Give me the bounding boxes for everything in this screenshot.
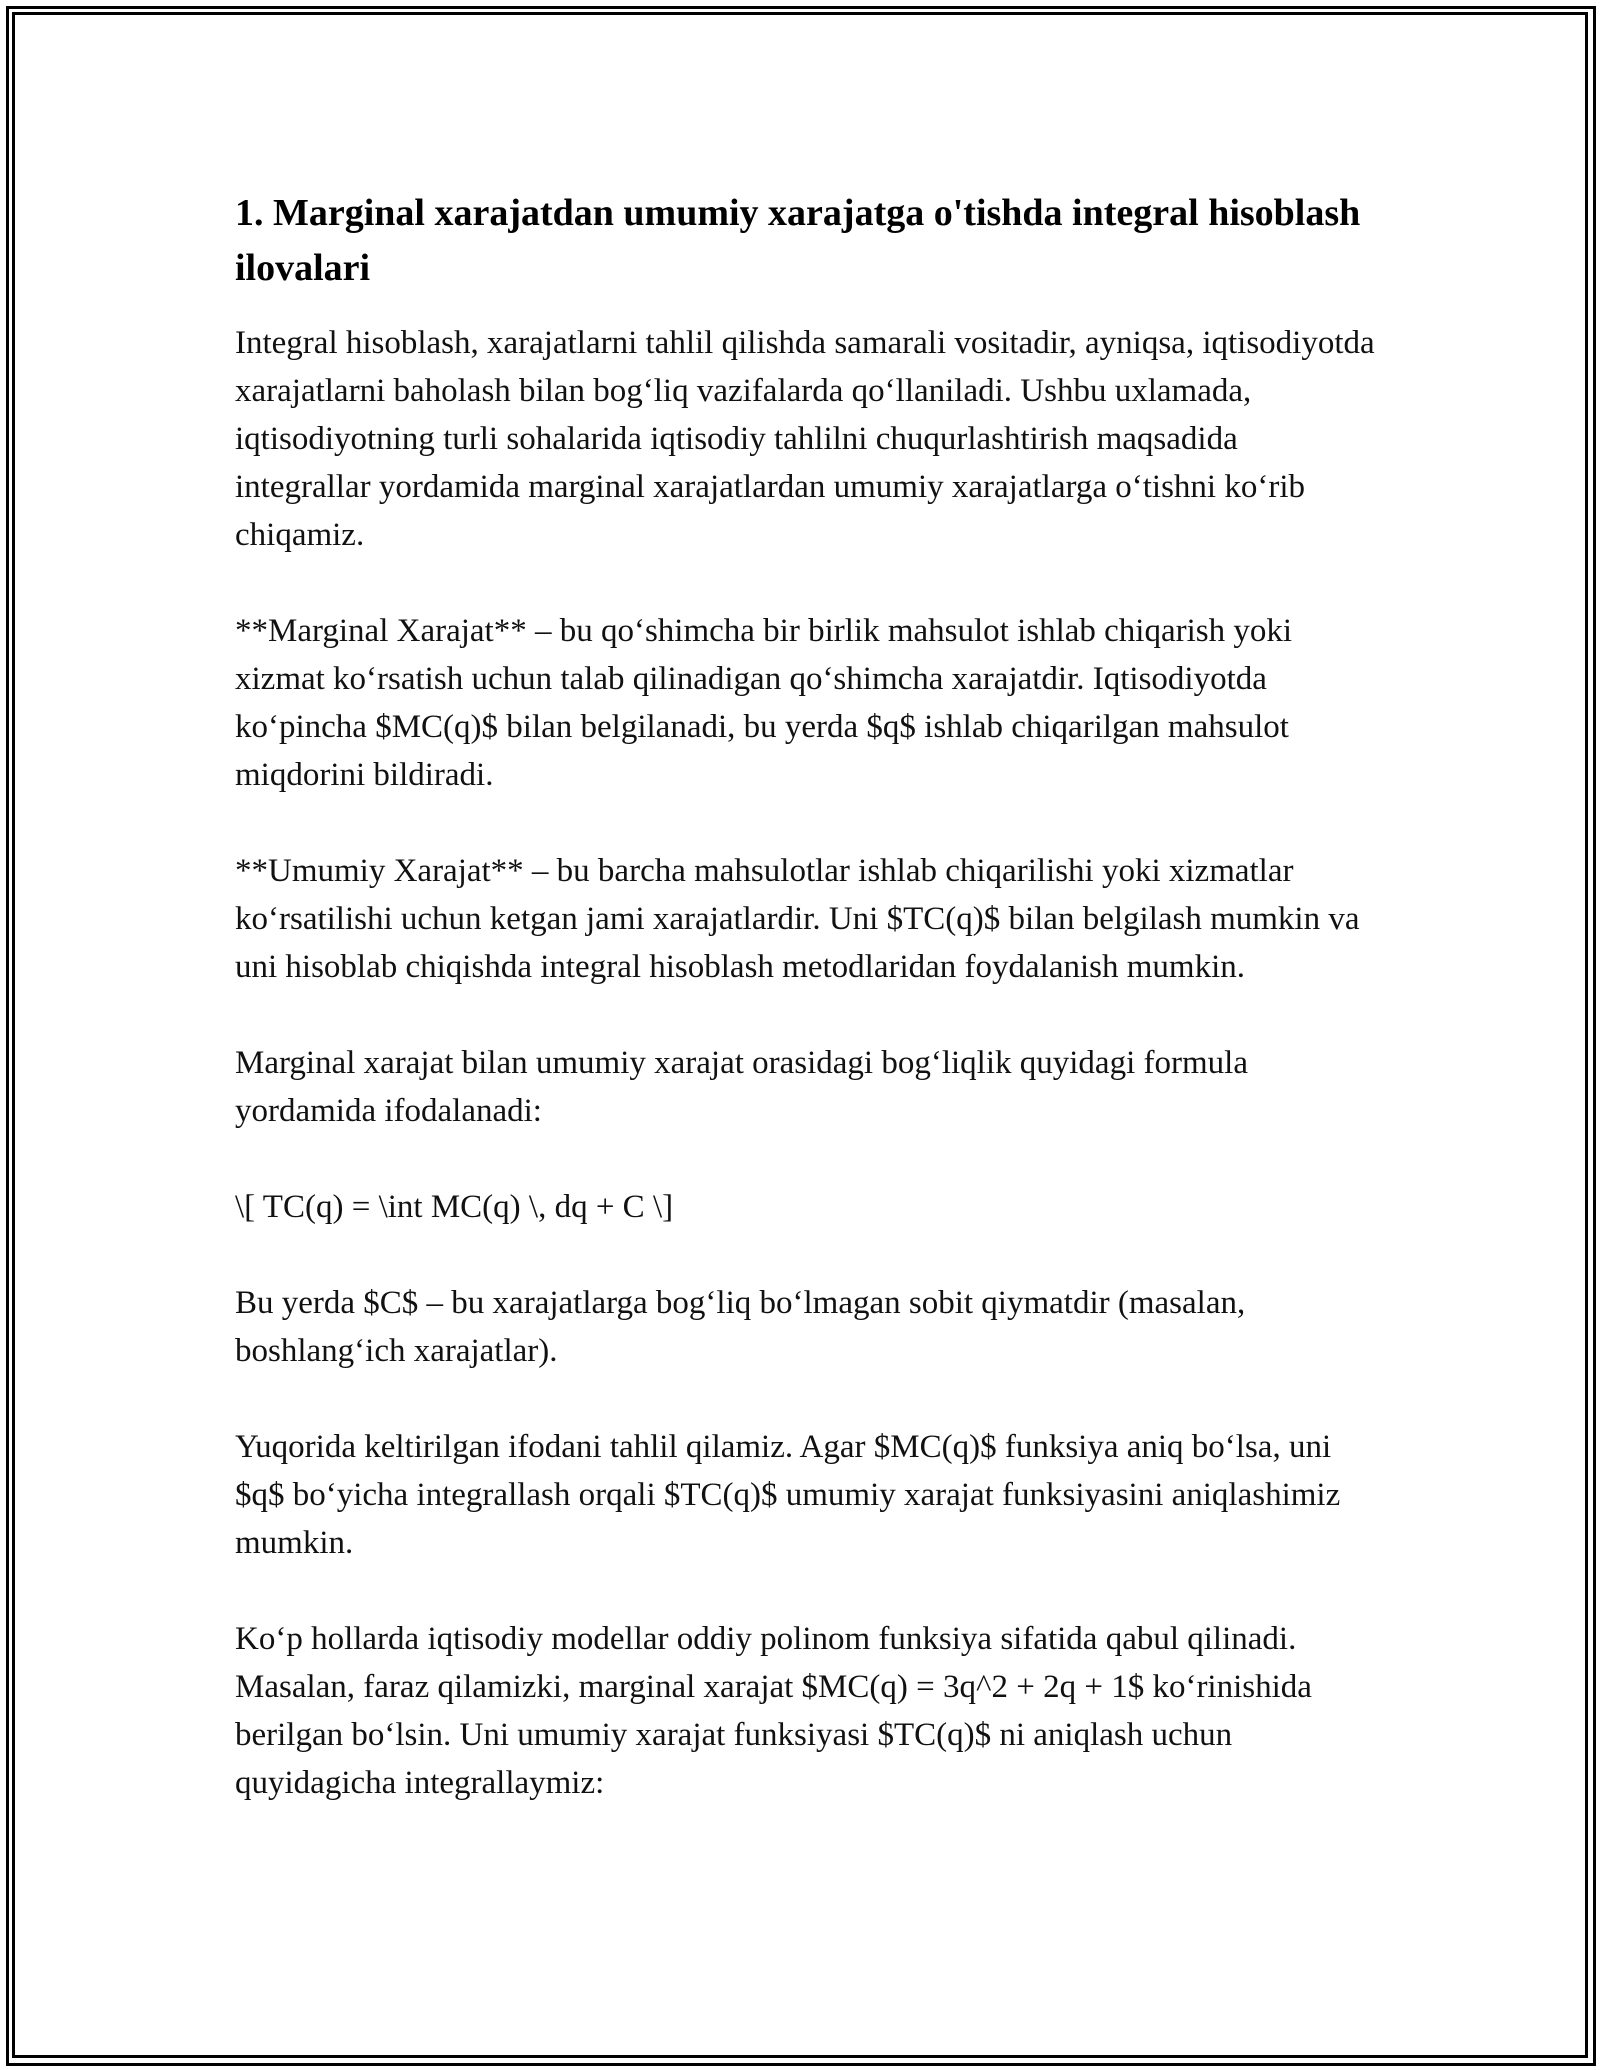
document-body bbox=[235, 186, 1375, 1855]
paragraph-constant: Bu yerda $C$ – bu xarajatlarga bog‘liq bo‘lmagan sobit qiymatdir (masalan, boshlang‘ich xarajatlar). bbox=[235, 1285, 1246, 1369]
paragraph-analysis: Yuqorida keltirilgan ifodani tahlil qilamiz. Agar $MC(q)$ funksiya aniq bo‘lsa, uni $q$ bo‘yicha integrallash orqali $TC(q)$ umumiy xarajat funksiyasini aniqlashimiz mumkin. bbox=[235, 1429, 1341, 1561]
section-heading: 1. Marginal xarajatdan umumiy xarajatga o'tishda integral hisoblash ilovalari bbox=[235, 192, 1361, 289]
paragraph-example: Ko‘p hollarda iqtisodiy modellar oddiy polinom funksiya sifatida qabul qilinadi. Masalan, faraz qilamizki, marginal xarajat $MC(q) = 3q^2 + 2q + 1$ ko‘rinishida berilgan bo‘lsin. Uni umumiy xarajat funksiyasi $TC(q)$ ni aniqlash uchun quyidagicha integrallaymiz: bbox=[235, 1621, 1312, 1801]
paragraph-marginal-cost: **Marginal Xarajat** – bu qo‘shimcha bir birlik mahsulot ishlab chiqarish yoki xizmat ko‘rsatish uchun talab qilinadigan qo‘shimcha xarajatdir. Iqtisodiyotda ko‘pincha $MC(q)$ bilan belgilanadi, bu yerda $q$ ishlab chiqarilgan mahsulot miqdorini bildiradi. bbox=[235, 613, 1293, 793]
formula-total-cost: \[ TC(q) = \int MC(q) \, dq + C \] bbox=[235, 1189, 674, 1225]
paragraph-total-cost: **Umumiy Xarajat** – bu barcha mahsulotlar ishlab chiqarilishi yoki xizmatlar ko‘rsatilishi uchun ketgan jami xarajatlardir. Uni $TC(q)$ bilan belgilash mumkin va uni hisoblab chiqishda integral hisoblash metodlaridan foydalanish mumkin. bbox=[235, 853, 1360, 985]
paragraph-intro: Integral hisoblash, xarajatlarni tahlil qilishda samarali vositadir, ayniqsa, iqtisodiyotda xarajatlarni baholash bilan bog‘liq vazifalarda qo‘llaniladi. Ushbu uxlamada, iqtisodiyotning turli sohalarida iqtisodiy tahlilni chuqurlashtirish maqsadida integrallar yordamida marginal xarajatlardan umumiy xarajatlarga o‘tishni ko‘rib chiqamiz. bbox=[235, 325, 1375, 553]
paragraph-relationship: Marginal xarajat bilan umumiy xarajat orasidagi bog‘liqlik quyidagi formula yordamida ifodalanadi: bbox=[235, 1045, 1248, 1129]
